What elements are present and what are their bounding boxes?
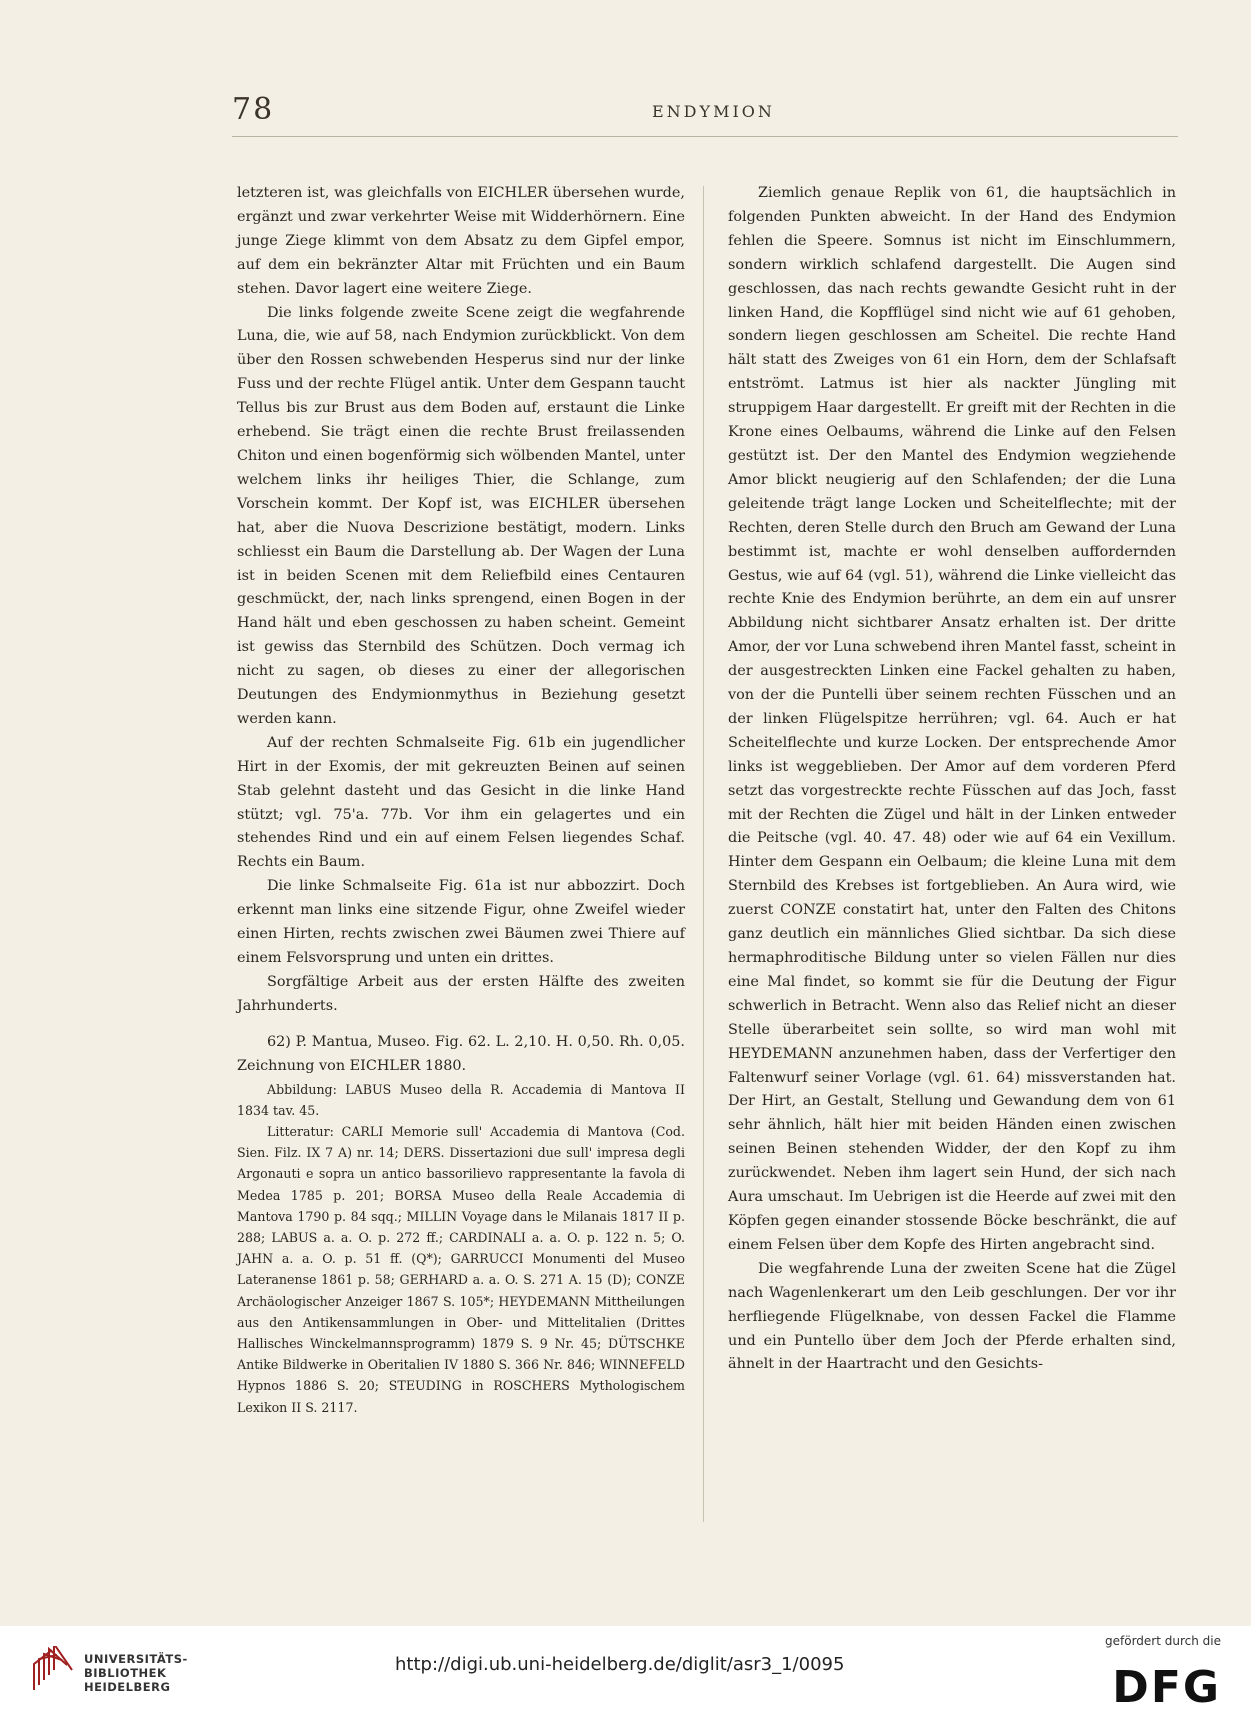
library-name-line: BIBLIOTHEK	[84, 1666, 167, 1680]
references	[237, 1079, 685, 1418]
page-header	[232, 92, 1178, 132]
paragraph: Sorgfältige Arbeit aus der ersten Hälfte des zweiten Jahrhunderts.	[237, 973, 685, 1014]
permalink-url[interactable]: http://digi.ub.uni-heidelberg.de/diglit/asr3_1/0095	[395, 1654, 845, 1675]
catalog-entry-heading: 62) P. Mantua, Museo. Fig. 62. L. 2,10. H. 0,50. Rh. 0,05. Zeichnung von EICHLER 1880.	[237, 1033, 685, 1074]
digitization-footer	[0, 1626, 1251, 1722]
library-name	[84, 1652, 188, 1694]
paragraph: Auf der rechten Schmalseite Fig. 61b ein jugendlicher Hirt in der Exomis, der mit gekreuzten Beinen auf seinen Stab gelehnt dasteht und das Gesicht in die linke Hand stützt; vgl. 75'a. 77b. Vor ihm ein gelagertes und ein stehendes Rind und ein auf einem Felsen liegendes Schaf. Rechts ein Baum.	[237, 734, 685, 871]
paragraph: Die links folgende zweite Scene zeigt die wegfahrende Luna, die, wie auf 58, nach Endymion zurückblickt. Von dem über den Rossen schwebenden Hesperus sind nur der linke Fuss und der rechte Flügel antik. Unter dem Gespann taucht Tellus bis zur Brust aus dem Boden auf, erstaunt die Linke erhebend. Sie trägt einen die rechte Brust freilassenden Chiton und einen bogenförmig sich wölbenden Mantel, unter welchem links ihr heiliges Thier, die Schlange, zum Vorschein kommt. Der Kopf ist, was EICHLER übersehen hat, aber die Nuova Descrizione bestätigt, modern. Links schliesst ein Baum die Darstellung ab. Der Wagen der Luna ist in beiden Scenen mit dem Reliefbild eines Centauren geschmückt, der, nach links sprengend, einen Bogen in der Hand hält und eben geschossen zu haben scheint. Gemeint ist gewiss das Sternbild des Schützen. Doch vermag ich nicht zu sagen, ob dieses zu einer der allegorischen Deutungen des Endymionmythus in Beziehung gesetzt werden kann.	[237, 304, 685, 727]
paragraph: Ziemlich genaue Replik von 61, die hauptsächlich in folgenden Punkten abweicht. In der Hand des Endymion fehlen die Speere. Somnus ist nicht im Einschlummern, sondern wirklich schlafend dargestellt. Die Augen sind geschlossen, das nach rechts gewandte Gesicht ruht in der linken Hand, die Kopfflügel sind nicht wie auf 61 gehoben, sondern liegen geschlossen am Scheitel. Die rechte Hand hält statt des Zweiges von 61 ein Horn, dem der Schlafsaft entströmt. Latmus ist hier als nackter Jüngling mit struppigem Haar dargestellt. Er greift mit der Rechten in die Krone eines Oelbaums, während die Linke auf den Felsen gestützt ist. Der den Mantel des Endymion wegziehende Amor blickt neugierig auf den Schlafenden; der die Luna geleitende trägt lange Locken und Scheitelflechte; mit der Rechten, deren Stelle durch den Bruch am Gewand der Luna bestimmt ist, machte er wohl denselben auffordernden Gestus, wie auf 64 (vgl. 51), während die Linke vielleicht das rechte Knie des Endymion berührte, an dem ein auf unsrer Abbildung nicht sichtbarer Ansatz erhalten ist. Der dritte Amor, der vor Luna schwebend ihren Mantel fasst, scheint in der ausgestreckten Linken eine Fackel gehalten zu haben, von der die Puntelli über seinem rechten Füsschen und an der linken Flügelspitze herrühren; vgl. 64. Auch er hat Scheitelflechte und kurze Locken. Der entsprechende Amor links ist weggeblieben. Der Amor auf dem vorderen Pferd setzt das vorgestreckte rechte Füsschen auf das Joch, fasst mit der Rechten die Zügel und hält in der Linken entweder die Peitsche (vgl. 40. 47. 48) oder wie auf 64 ein Vexillum. Hinter dem Gespann ein Oelbaum; die kleine Luna mit dem Sternbild des Krebses ist fortgeblieben. An Aura wird, wie zuerst CONZE constatirt hat, unter den Falten des Chitons ganz deutlich ein männliches Glied sichtbar. Da sich diese hermaphroditische Bildung unter so vielen Fällen nur dies eine Mal findet, so kommt sie für die Deutung der Figur schwerlich in Betracht. Wenn also das Relief nicht an dieser Stelle überarbeitet sein sollte, so wird man wohl mit HEYDEMANN anzunehmen haben, dass der Verfertiger den Faltenwurf seiner Vorlage (vgl. 61. 64) missverstanden hat. Der Hirt, an Gestalt, Stellung und Gewandung dem von 61 sehr ähnlich, hält hier mit beiden Händen einen zwischen seinen Beinen stehenden Widder, der den Kopf zu ihm zurückwendet. Neben ihm lagert sein Hund, der sich nach Aura umschaut. Im Uebrigen ist die Heerde auf zwei mit den Köpfen gegen einander stossende Böcke beschränkt, die auf einem Felsen über dem Kopfe des Hirten angebracht sind.	[728, 185, 1176, 1253]
funded-by-label: gefördert durch die	[1105, 1634, 1221, 1648]
reference-literature: Litteratur: CARLI Memorie sull' Accademia di Mantova (Cod. Sien. Filz. IX 7 A) nr. 14; DERS. Dissertazioni due sull' impresa degli Argonauti e sopra un antico bassorilievo rappresentante la favola di Medea 1785 p. 201; BORSA Museo della Reale Accademia di Mantova 1790 p. 84 sqq.; MILLIN Voyage dans le Milanais 1817 II p. 288; LABUS a. a. O. p. 272 ff.; CARDINALI a. a. O. p. 122 n. 5; O. JAHN a. a. O. p. 51 ff. (Q*); GARRUCCI Monumenti del Museo Lateranense 1861 p. 58; GERHARD a. a. O. S. 271 A. 15 (D); CONZE Archäologischer Anzeiger 1867 S. 105*; HEYDEMANN Mittheilungen aus den Antikensammlungen in Ober- und Mittelitalien (Drittes Hallisches Winckelmannsprogramm) 1879 S. 9 Nr. 45; DÜTSCHKE Antike Bildwerke in Oberitalien IV 1880 S. 366 Nr. 846; WINNEFELD Hypnos 1886 S. 20; STEUDING in ROSCHERS Mythologischem Lexikon II S. 2117.	[237, 1123, 685, 1415]
header-rule	[232, 136, 1178, 137]
library-logo-icon	[30, 1646, 74, 1694]
column-divider	[703, 186, 704, 1522]
library-name-line: HEIDELBERG	[84, 1680, 171, 1694]
running-title: ENDYMION	[652, 102, 775, 121]
page-number: 78	[232, 92, 275, 127]
reference-illustration: Abbildung: LABUS Museo della R. Accademia di Mantova II 1834 tav. 45.	[237, 1081, 685, 1118]
left-column	[237, 182, 685, 1418]
paragraph: Die linke Schmalseite Fig. 61a ist nur abbozzirt. Doch erkennt man links eine sitzende Figur, ohne Zweifel wieder einen Hirten, rechts zwischen zwei Bäumen zwei Thiere auf einem Felsvorsprung und unten ein drittes.	[237, 878, 685, 966]
library-name-line: UNIVERSITÄTS-	[84, 1652, 188, 1666]
dfg-logo: DFG	[1112, 1662, 1221, 1713]
paragraph: Die wegfahrende Luna der zweiten Scene hat die Zügel nach Wagenlenkerart um den Leib geschlungen. Der vor ihr herfliegende Flügelknabe, von dessen Fackel die Flamme und ein Puntello über dem Joch der Pferde erhalten sind, ähnelt in der Haartracht und den Gesichts-	[728, 1260, 1176, 1373]
paragraph: letzteren ist, was gleichfalls von EICHLER übersehen wurde, ergänzt und zwar verkehrter Weise mit Widderhörnern. Eine junge Ziege klimmt von dem Absatz zu dem Gipfel empor, auf dem ein bekränzter Altar mit Früchten und ein Baum stehen. Davor lagert eine weitere Ziege.	[237, 185, 685, 297]
right-column	[728, 182, 1176, 1377]
